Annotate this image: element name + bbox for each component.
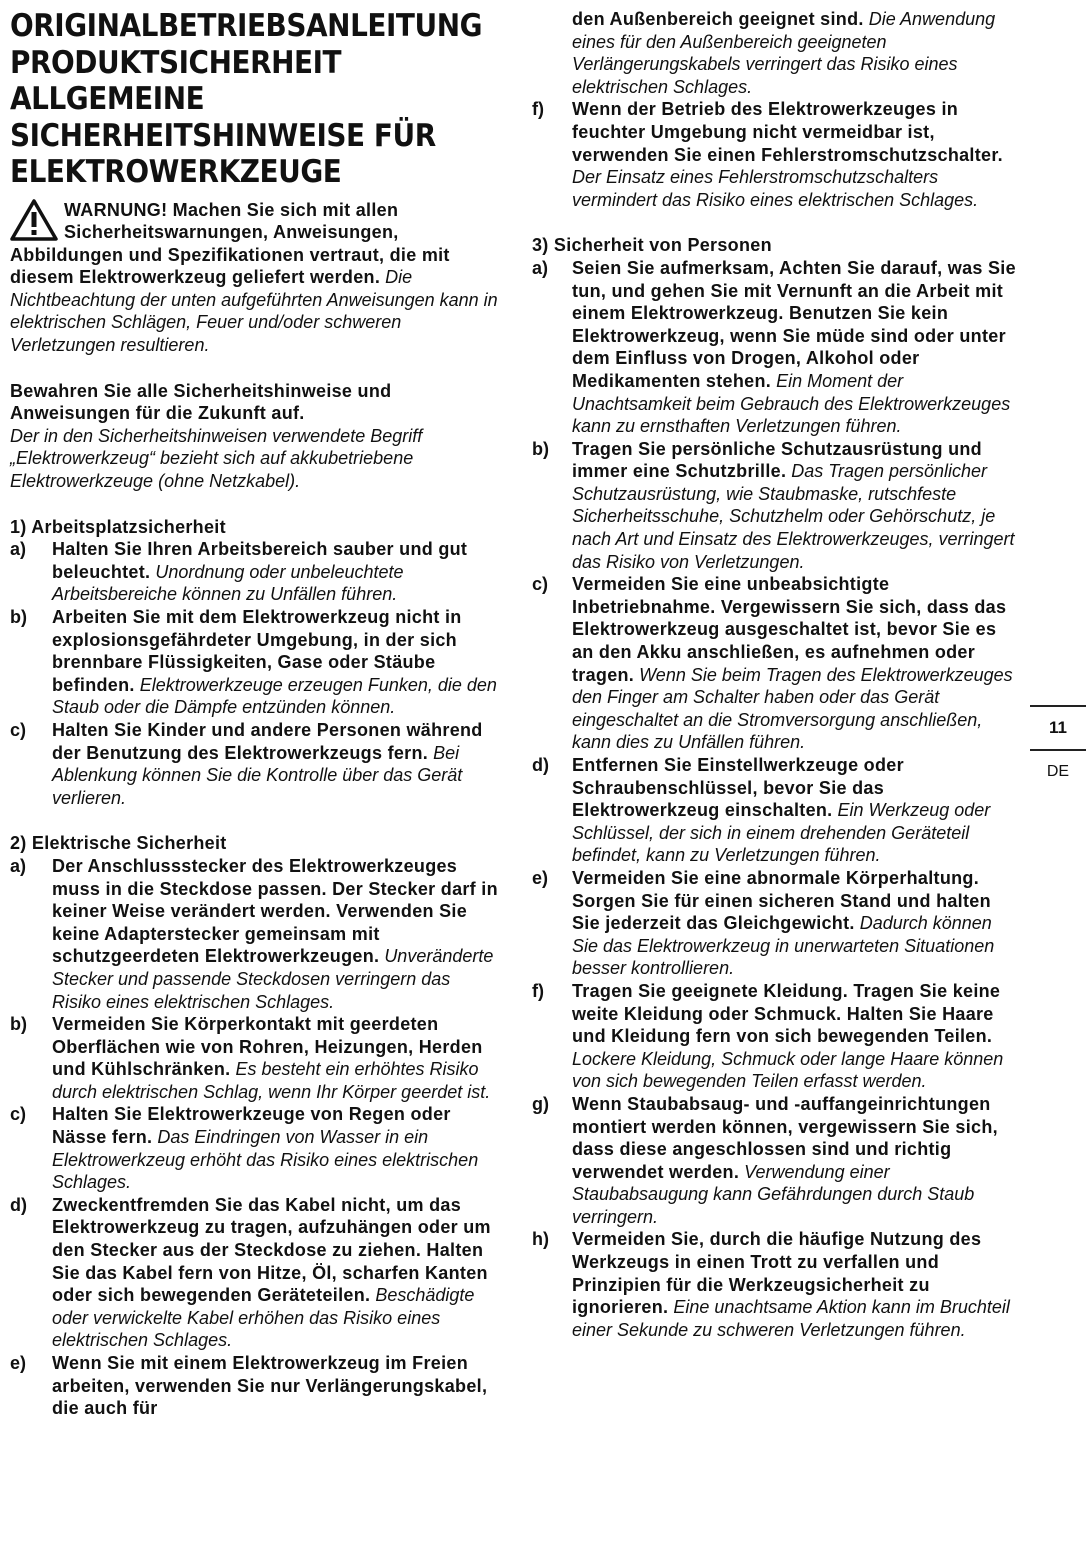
item-instruction: Halten Sie Ihren Arbeitsbereich sauber und gut beleuchtet.: [52, 539, 468, 582]
item-instruction: Vermeiden Sie, durch die häufige Nutzung des Werkzeugs in einen Trott zu verfallen und Prinzipien für die Werkzeugsicherheit zu ignorieren.: [572, 1229, 982, 1318]
item-label: c): [532, 574, 549, 595]
keep-explanation: Der in den Sicherheitshinweisen verwendete Begriff „Elektrowerkzeug“ bezieht sich auf akkubetriebene Elektrowerkzeuge (ohne Netzkabel).: [10, 425, 423, 492]
item-explanation: Lockere Kleidung, Schmuck oder lange Haare können von sich bewegenden Teilen erfasst werden.: [572, 1048, 1004, 1092]
item-explanation: Wenn Sie beim Tragen des Elektrowerkzeuges den Finger am Schalter haben oder das Gerät eingeschaltet an die Stromversorgung anschließen, kann dies zu Unfällen führen.: [572, 664, 1013, 753]
section-heading: 3) Sicherheit von Personen: [532, 235, 772, 256]
list-item: [532, 1093, 1017, 1229]
item-explanation: Dadurch können Sie das Elektrowerkzeug in unerwarteten Situationen besser kontrollieren.: [572, 913, 995, 979]
left-column: [10, 0, 500, 1420]
list-item-continuation: [532, 8, 1017, 98]
list-item: [10, 1013, 500, 1103]
page-title: [10, 8, 483, 191]
item-instruction: den Außenbereich geeignet sind.: [572, 9, 864, 29]
list-item: [532, 98, 1017, 211]
title-line: ELEKTROWERKZEUGE: [10, 154, 342, 190]
item-explanation: Unveränderte Stecker und passende Steckdosen verringern das Risiko eines elektrischen Schlages.: [52, 946, 494, 1012]
list-item: [10, 855, 500, 1013]
list-item: [10, 1103, 500, 1193]
warning-text: WARNUNG! Machen Sie sich mit allen Sicherheitswarnungen, Anweisungen, Abbildungen und Spezifikationen vertraut, die mit diesem Elektrowerkzeug geliefert werden.: [10, 199, 450, 288]
section-heading: 1) Arbeitsplatzsicherheit: [10, 516, 226, 537]
item-instruction: Arbeiten Sie mit dem Elektrowerkzeug nicht in explosionsgefährdeter Umgebung, in der sich brennbare Flüssigkeiten, Gase oder Stäube befinden.: [52, 607, 462, 695]
item-instruction: Vermeiden Sie Körperkontakt mit geerdeten Oberflächen wie von Rohren, Heizungen, Herden und Kühlschränken.: [52, 1014, 483, 1080]
item-label: b): [10, 607, 27, 627]
list-item: [532, 438, 1017, 574]
language-code: DE: [1046, 763, 1070, 780]
title-line: ALLGEMEINE: [10, 81, 205, 117]
item-explanation: Das Tragen persönlicher Schutzausrüstung, wie Staubmaske, rutschfeste Sicherheitsschuhe, Schutzhelm oder Gehörschutz, je nach Art und Einsatz des Elektrowerkzeuges, verringert das Risiko von Verletzungen.: [572, 461, 1015, 572]
keep-instructions: [10, 380, 500, 493]
keep-heading: Bewahren Sie alle Sicherheitshinweise und Anweisungen für die Zukunft auf.: [10, 380, 392, 424]
list-item: [532, 754, 1017, 867]
item-instruction: Zweckentfremden Sie das Kabel nicht, um das Elektrowerkzeug zu tragen, aufzuhängen oder um den Stecker aus der Steckdose zu ziehen. Halten Sie das Kabel fern von Hitze, Öl, scharfen Kanten oder sich bewegenden Geräteteilen.: [52, 1194, 491, 1306]
list-item: [10, 538, 500, 606]
title-line: SICHERHEITSHINWEISE FÜR: [10, 117, 436, 154]
item-instruction: Entfernen Sie Einstellwerkzeuge oder Schraubenschlüssel, bevor Sie das Elektrowerkzeug einschalten.: [572, 755, 904, 821]
item-label: d): [532, 755, 549, 775]
list-item: [532, 1228, 1017, 1341]
item-label: e): [532, 867, 549, 888]
item-label: f): [532, 980, 544, 1001]
item-label: h): [532, 1229, 549, 1250]
item-explanation: Unordnung oder unbeleuchtete Arbeitsbereiche können zu Unfällen führen.: [52, 561, 404, 605]
list-item: [10, 1194, 500, 1352]
item-explanation: Der Einsatz eines Fehlerstromschutzschalters vermindert das Risiko eines elektrischen Schlages.: [572, 167, 979, 210]
item-instruction: Wenn Sie mit einem Elektrowerkzeug im Freien arbeiten, verwenden Sie nur Verlängerungskabel, die auch für: [52, 1353, 488, 1419]
item-explanation: Verwendung einer Staubabsaugung kann Gefährdungen durch Staub verringern.: [572, 1161, 975, 1227]
list-item: [532, 867, 1017, 980]
item-instruction: Halten Sie Kinder und andere Personen während der Benutzung des Elektrowerkzeugs fern.: [52, 719, 483, 763]
item-instruction: Seien Sie aufmerksam, Achten Sie darauf, was Sie tun, und gehen Sie mit Vernunft an die Arbeit mit einem Elektrowerkzeug. Benutzen Sie kein Elektrowerkzeug, wenn Sie müde sind oder unter dem Einfluss von Drogen, Alkohol oder Medikamenten stehen.: [572, 257, 1016, 391]
item-explanation: Bei Ablenkung können Sie die Kontrolle über das Gerät verlieren.: [52, 742, 463, 808]
page-number: 11: [1049, 718, 1067, 737]
list-item: [10, 1352, 500, 1420]
item-label: g): [532, 1093, 549, 1114]
item-label: b): [532, 438, 549, 459]
item-label: a): [10, 855, 27, 876]
item-instruction: Vermeiden Sie eine unbeabsichtigte Inbetriebnahme. Vergewissern Sie sich, dass das Elektrowerkzeug ausgeschaltet ist, bevor Sie es an den Akku anschließen, es aufnehmen oder tragen.: [572, 574, 1007, 685]
item-instruction: Wenn der Betrieb des Elektrowerkzeuges in feuchter Umgebung nicht vermeidbar ist, verwenden Sie einen Fehlerstromschutzschalter.: [572, 99, 1003, 165]
list-item: [532, 257, 1017, 438]
item-label: a): [10, 539, 27, 560]
item-instruction: Vermeiden Sie eine abnormale Körperhaltung. Sorgen Sie für einen sicheren Stand und halten Sie jederzeit das Gleichgewicht.: [572, 867, 991, 934]
list-item: [10, 606, 500, 719]
divider: [1030, 705, 1086, 707]
warning-explanation: Die Nichtbeachtung der unten aufgeführten Anweisungen kann in elektrischen Schlägen, Feuer und/oder schweren Verletzungen resultieren.: [10, 267, 498, 356]
item-explanation: Die Anwendung eines für den Außenbereich geeigneten Verlängerungskabels verringert das Risiko eines elektrischen Schlages.: [572, 9, 996, 97]
item-explanation: Eine unachtsame Aktion kann im Bruchteil einer Sekunde zu schweren Verletzungen führen.: [572, 1297, 1010, 1340]
divider: [1030, 749, 1086, 751]
title-line: PRODUKTSICHERHEIT: [10, 44, 342, 81]
item-explanation: Beschädigte oder verwickelte Kabel erhöhen das Risiko eines elektrischen Schlages.: [52, 1285, 475, 1351]
item-label: a): [532, 257, 549, 278]
item-explanation: Es besteht ein erhöhtes Risiko durch elektrischen Schlag, wenn Ihr Körper geerdet ist.: [52, 1059, 491, 1102]
item-label: c): [10, 719, 27, 740]
item-label: f): [532, 99, 544, 120]
list-item: [10, 719, 500, 809]
item-label: e): [10, 1353, 27, 1373]
item-label: c): [10, 1104, 27, 1125]
item-instruction: Der Anschlussstecker des Elektrowerkzeuges muss in die Steckdose passen. Der Stecker darf in keiner Weise verändert werden. Verwenden Sie keine Adapterstecker gemeinsam mit schutzgeerdeten Elektrowerkzeugen.: [52, 855, 498, 967]
title-line: ORIGINALBETRIEBSANLEITUNG: [10, 8, 483, 44]
item-instruction: Wenn Staubabsaug- und -auffangeinrichtungen montiert werden können, vergewissern Sie sich, dass diese angeschlossen sind und richtig verwendet werden.: [572, 1093, 998, 1182]
item-instruction: Tragen Sie persönliche Schutzausrüstung und immer eine Schutzbrille.: [572, 438, 982, 482]
item-instruction: Halten Sie Elektrowerkzeuge von Regen oder Nässe fern.: [52, 1104, 451, 1148]
right-column: [532, 0, 1017, 1341]
warning-block: [10, 199, 500, 357]
list-item: [532, 980, 1017, 1093]
list-item: [532, 573, 1017, 754]
item-label: d): [10, 1194, 27, 1215]
section-heading: 2) Elektrische Sicherheit: [10, 833, 227, 854]
item-explanation: Das Eindringen von Wasser in ein Elektrowerkzeug erhöht das Risiko eines elektrischen Schlages.: [52, 1127, 479, 1193]
item-label: b): [10, 1014, 27, 1035]
item-instruction: Tragen Sie geeignete Kleidung. Tragen Sie keine weite Kleidung oder Schmuck. Halten Sie Haare und Kleidung fern von sich bewegenden Teilen.: [572, 980, 1001, 1047]
warning-triangle-icon: [10, 199, 58, 241]
item-explanation: Elektrowerkzeuge erzeugen Funken, die den Staub oder die Dämpfe entzünden können.: [52, 674, 497, 718]
item-explanation: Ein Werkzeug oder Schlüssel, der sich in einem drehenden Geräteteil befindet, kann zu Verletzungen führen.: [572, 800, 991, 866]
item-explanation: Ein Moment der Unachtsamkeit beim Gebrauch des Elektrowerkzeuges kann zu ernsthaften Verletzungen führen.: [572, 370, 1011, 437]
